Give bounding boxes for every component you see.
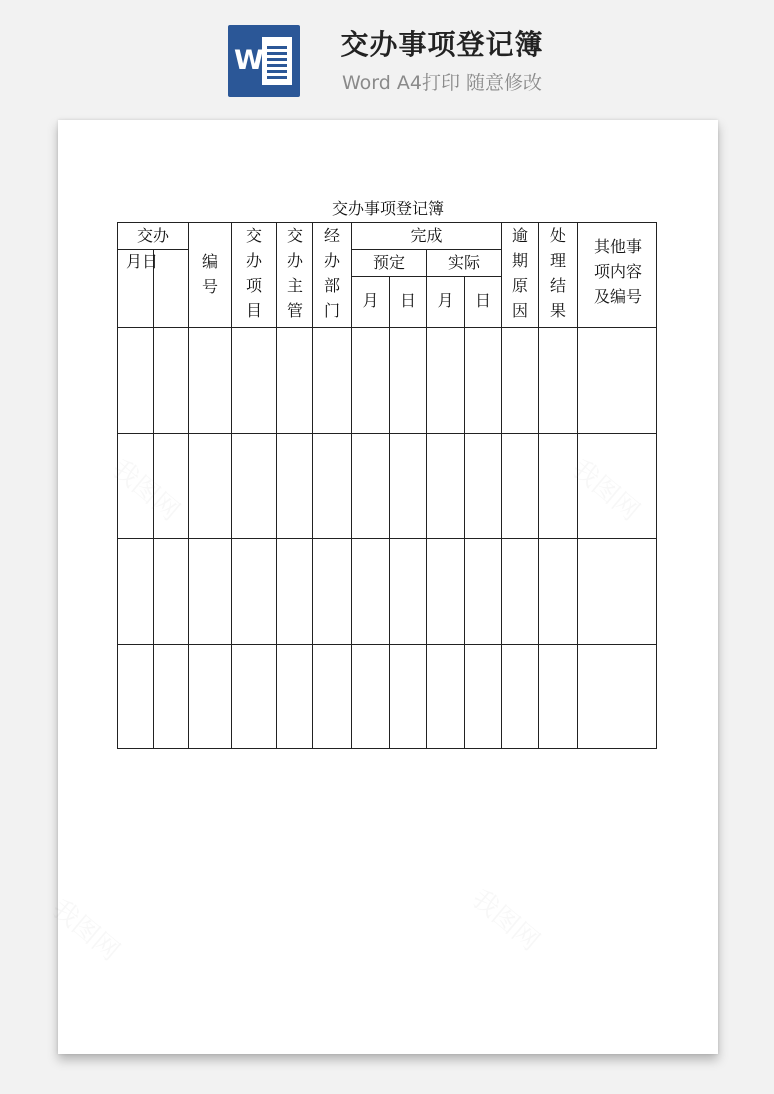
- header-yuding: 预定: [372, 253, 405, 272]
- watermark: 我图网: [105, 453, 185, 527]
- word-icon: [228, 25, 300, 97]
- document-page: [45, 120, 718, 1054]
- header-jiaoban-zhuguan: 交办主管: [286, 226, 303, 320]
- document-title: 交办事项登记簿: [331, 199, 444, 218]
- header-yuding-month: 月: [362, 291, 379, 310]
- header-wancheng: 完成: [410, 226, 443, 245]
- header-jingban-bumen: 经办部门: [323, 226, 340, 320]
- watermark: 我图网: [565, 453, 645, 527]
- header-qita: 其他事项内容及编号: [593, 237, 642, 306]
- header-yueri: 月日: [125, 252, 158, 271]
- header-yuding-day: 日: [399, 291, 416, 310]
- page-subtitle: Word A4打印 随意修改: [341, 72, 542, 94]
- header-shiji-month: 月: [437, 291, 454, 310]
- watermark: 我图网: [45, 893, 125, 967]
- word-icon-letter: W: [234, 45, 264, 76]
- header-bianhao: 编号: [201, 252, 218, 296]
- page-title: 交办事项登记簿: [340, 28, 544, 61]
- header: [0, 0, 774, 110]
- watermark: 我图网: [465, 883, 545, 957]
- header-shiji-day: 日: [474, 291, 491, 310]
- header-jiaoban-xiangmu: 交办项目: [245, 226, 262, 320]
- header-yuqi-yuanyin: 逾期原因: [511, 226, 528, 320]
- header-shiji: 实际: [447, 253, 480, 272]
- header-chuli-jieguo: 处理结果: [549, 226, 566, 320]
- header-jiaoban: 交办: [136, 226, 169, 245]
